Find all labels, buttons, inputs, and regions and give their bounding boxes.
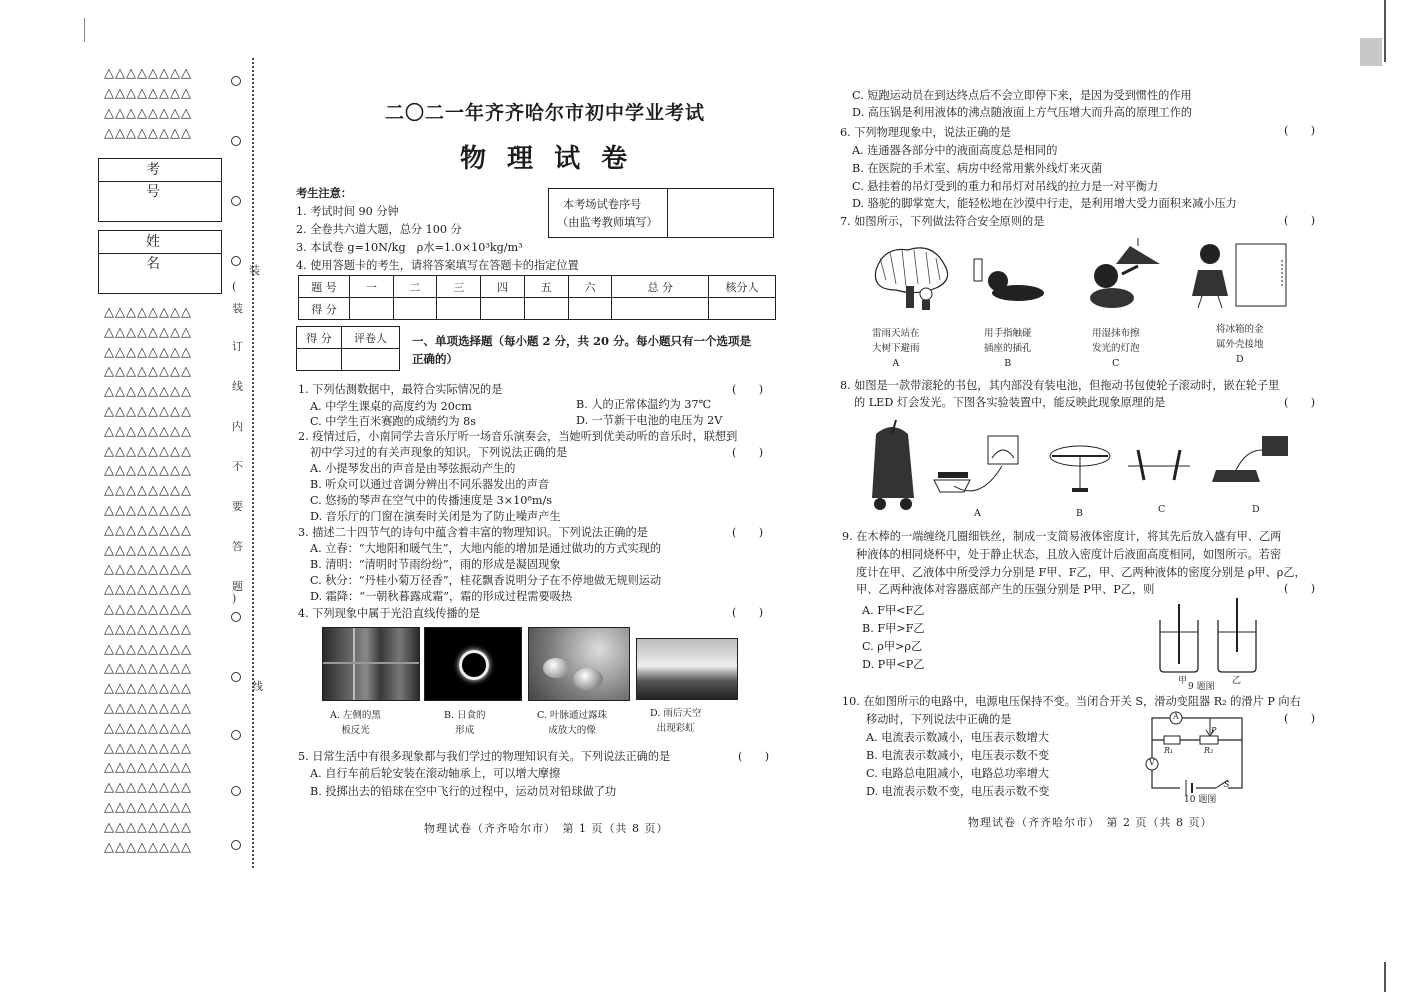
option: A. 连通器各部分中的液面高度总是相同的	[852, 144, 1058, 157]
triangle-row: △△△△△△△△	[104, 819, 192, 835]
question-9-cont: 度计在甲、乙液体中所受浮力分别是 F甲、F乙，甲、乙两种液体的密度分别是 ρ甲、ρ乙，	[856, 566, 1306, 579]
scan-edge	[1384, 0, 1386, 62]
score-cell[interactable]	[524, 298, 568, 320]
score-cell[interactable]	[297, 349, 342, 371]
triangle-row: △△△△△△△△	[104, 839, 192, 855]
score-header: 三	[437, 276, 481, 298]
question-7: 7. 如图所示，下列做法符合安全原则的是	[840, 215, 1045, 228]
binding-hole	[231, 786, 241, 796]
score-header: 题 号	[299, 276, 350, 298]
triangle-row: △△△△△△△△	[104, 582, 192, 598]
question-4: 4. 下列现象中属于光沿直线传播的是	[298, 607, 481, 620]
figure-caption: 用手指触碰 插座的插孔 B	[984, 328, 1032, 370]
triangle-row: △△△△△△△△	[104, 641, 192, 657]
option: A. F甲<F乙	[862, 604, 925, 617]
option-label: C	[1158, 504, 1166, 515]
voltmeter-label: V	[1149, 758, 1155, 767]
figure-caption: D. 雨后天空 出现彩虹	[650, 708, 702, 735]
exam-number-box[interactable]	[98, 158, 230, 222]
binding-char: 线	[252, 680, 263, 693]
binding-hole	[231, 136, 241, 146]
answer-bracket[interactable]: ( )	[732, 383, 764, 396]
score-label: 得 分	[297, 327, 342, 349]
option: B. 在医院的手术室、病房中经常用紫外线灯来灭菌	[852, 162, 1103, 175]
wheeled-backpack-illustration	[862, 420, 924, 512]
option: D. 音乐厅的门窗在演奏时关闭是为了防止噪声产生	[310, 510, 561, 523]
figure-caption: A. 左侧的黑 板反光	[330, 710, 381, 737]
option: C. 秋分：“丹桂小菊万径香”，桂花飘香说明分子在不停地做无规则运动	[310, 574, 662, 587]
triangle-row: △△△△△△△△	[104, 404, 192, 419]
score-cell[interactable]	[350, 298, 394, 320]
notes-heading: 考生注意：	[296, 186, 352, 200]
experiment-a-illustration	[930, 432, 1030, 512]
binding-hole	[231, 730, 241, 740]
option-label: A	[974, 508, 981, 519]
score-header: 四	[481, 276, 525, 298]
seat-number-box[interactable]	[548, 188, 774, 238]
answer-bracket[interactable]: ( )	[738, 750, 770, 763]
option: D. 骆驼的脚掌宽大，能轻松地在沙漠中行走，是利用增大受力面积来减小压力	[852, 197, 1237, 210]
figure-caption: 10 题图	[1184, 795, 1217, 805]
triangle-row: △△△△△△△△	[104, 324, 192, 340]
figure-caption: B. 日食的 形成	[444, 710, 486, 737]
answer-bracket[interactable]: ( )	[1284, 712, 1316, 725]
rainbow-photo	[636, 638, 738, 700]
binding-char: 装	[232, 302, 243, 315]
score-header: 二	[393, 276, 437, 298]
experiment-d-illustration	[1206, 430, 1296, 490]
triangle-row: △△△△△△△△	[104, 800, 192, 815]
seat-box-label: 本考场试卷序号	[563, 198, 642, 211]
section-score-table	[296, 326, 400, 371]
option: C. 中学生百米赛跑的成绩约为 8s	[310, 415, 476, 428]
binding-char: 答	[232, 540, 243, 553]
beakers-figure	[1156, 598, 1260, 674]
option: B. 人的正常体温约为 37℃	[576, 398, 712, 411]
binding-char: 线	[232, 380, 243, 393]
slider-label: P	[1211, 726, 1217, 735]
question-5: 5. 日常生活中有很多现象都与我们学过的物理知识有关。下列说法正确的是	[298, 750, 671, 763]
triangle-row: △△△△△△△△	[104, 483, 192, 499]
triangle-row: △△△△△△△△	[104, 305, 192, 320]
triangle-row: △△△△△△△△	[104, 66, 192, 81]
answer-bracket[interactable]: ( )	[732, 606, 764, 619]
answer-bracket[interactable]: ( )	[1284, 214, 1316, 227]
triangle-row: △△△△△△△△	[104, 780, 192, 796]
question-10-cont: 移动时，下列说法中正确的是	[866, 713, 1012, 726]
option: C. 悬挂着的吊灯受到的重力和吊灯对吊线的拉力是一对平衡力	[852, 180, 1159, 193]
wet-cloth-lamp-illustration	[1076, 238, 1172, 310]
option: C. ρ甲>ρ乙	[862, 640, 923, 653]
triangle-row: △△△△△△△△	[104, 106, 192, 121]
figure-caption: 将冰箱的金 属外壳接地 D	[1216, 324, 1264, 366]
score-cell[interactable]	[568, 298, 612, 320]
triangle-row: △△△△△△△△	[104, 562, 192, 578]
score-header: 六	[568, 276, 612, 298]
option: B. 清明：“清明时节雨纷纷”，雨的形成是凝固现象	[310, 558, 561, 571]
option: A. 中学生课桌的高度约为 20cm	[310, 400, 472, 413]
binding-hole	[231, 76, 241, 86]
score-header: 一	[350, 276, 394, 298]
note-item: 2. 全卷共六道大题，总分 100 分	[296, 223, 462, 236]
figure-caption: C. 叶脉通过露珠 成放大的像	[537, 710, 607, 737]
triangle-row: △△△△△△△△	[104, 126, 192, 141]
score-cell[interactable]	[393, 298, 437, 320]
question-2-cont: 初中学习过的有关声现象的知识。下列说法正确的是	[310, 446, 568, 459]
option: B. 听众可以通过音调分辨出不同乐器发出的声音	[310, 478, 550, 491]
question-6: 6. 下列物理现象中，说法正确的是	[840, 126, 1011, 139]
binding-hole	[231, 256, 241, 266]
answer-bracket[interactable]: ( )	[1284, 396, 1316, 409]
option: A. 小提琴发出的声音是由琴弦振动产生的	[310, 462, 516, 475]
score-cell[interactable]	[342, 349, 400, 371]
figure-label: 甲	[1178, 676, 1188, 686]
option: B. 投掷出去的铅球在空中飞行的过程中，运动员对铅球做了功	[310, 785, 617, 798]
option: D. 高压锅是利用液体的沸点随液面上方气压增大而升高的原理工作的	[852, 106, 1193, 119]
option: D. 一节新干电池的电压为 2V	[576, 414, 723, 427]
experiment-b-illustration	[1046, 436, 1114, 500]
page-footer: 物理试卷（齐齐哈尔市） 第 1 页（共 8 页）	[424, 822, 669, 835]
option: A. 立春：“大地阳和暖气生”，大地内能的增加是通过做功的方式实现的	[310, 542, 662, 555]
option: C. 短跑运动员在到达终点后不会立即停下来，是因为受到惯性的作用	[852, 89, 1192, 102]
binding-hole	[231, 840, 241, 850]
option: D. 霜降：“一朝秋暮露成霜”，霜的形成过程需要吸热	[310, 590, 573, 603]
binding-char: (	[232, 280, 237, 293]
question-8-cont: 的 LED 灯会发光。下图各实验装置中，能反映此现象原理的是	[854, 396, 1166, 409]
triangle-row: △△△△△△△△	[104, 463, 192, 479]
score-cell[interactable]	[612, 298, 709, 320]
triangle-row: △△△△△△△△	[104, 384, 192, 400]
switch-label: S	[1224, 780, 1230, 789]
note-item: 1. 考试时间 90 分钟	[296, 205, 399, 218]
scan-mark	[84, 18, 85, 42]
figure-caption: 雷雨天站在 大树下避雨 A	[872, 328, 920, 370]
question-10: 10. 在如图所示的电路中，电源电压保持不变。当闭合开关 S，滑动变阻器 R₂ 的滑片 P 向右	[842, 695, 1301, 708]
score-cell[interactable]	[709, 298, 776, 320]
triangle-row: △△△△△△△△	[104, 522, 192, 538]
question-2: 2. 疫情过后，小南同学去音乐厅听一场音乐演奏会，当她听到优美动听的音乐时，联想到	[298, 430, 738, 443]
section-title: 一、单项选择题（每小题 2 分，共 20 分。每小题只有一个选项是	[412, 334, 752, 348]
triangle-row: △△△△△△△△	[104, 443, 192, 459]
figure-caption: 用湿抹布擦 发光的灯泡 C	[1092, 328, 1140, 370]
seat-box-note: （由监考教师填写）	[557, 216, 658, 229]
triangle-row: △△△△△△△△	[104, 740, 192, 756]
triangle-row: △△△△△△△△	[104, 423, 192, 439]
binding-char: 订	[232, 340, 243, 353]
answer-bracket[interactable]: ( )	[732, 526, 764, 539]
note-item: 4. 使用答题卡的考生，请将答案填写在答题卡的指定位置	[296, 259, 579, 272]
tree-lightning-illustration	[866, 240, 954, 312]
triangle-row: △△△△△△△△	[104, 661, 192, 677]
binding-hole	[231, 612, 241, 622]
score-header: 核分人	[709, 276, 776, 298]
leaf-dewdrop-photo	[528, 627, 630, 701]
binding-char: 不	[232, 460, 243, 473]
option-label: B	[1076, 508, 1083, 519]
triangle-row: △△△△△△△△	[104, 344, 192, 360]
binding-char: 内	[232, 420, 243, 433]
option: C. 悠扬的琴声在空气中的传播速度是 3×10⁸m/s	[310, 494, 552, 507]
option: B. F甲>F乙	[862, 622, 925, 635]
exam-title: 二〇二一年齐齐哈尔市初中学业考试	[385, 102, 706, 124]
answer-bracket[interactable]: ( )	[1284, 582, 1316, 595]
paper-subtitle: 物 理 试 卷	[460, 144, 634, 174]
triangle-row: △△△△△△△△	[104, 86, 192, 101]
option-label: D	[1252, 504, 1260, 515]
question-1: 1. 下列估测数据中，最符合实际情况的是	[298, 383, 503, 396]
resistor-r1-label: R₁	[1164, 746, 1174, 755]
blackboard-glare-photo	[322, 627, 420, 701]
grader-label: 评卷人	[342, 327, 400, 349]
triangle-row: △△△△△△△△	[104, 720, 192, 736]
option: A. 电流表示数减小，电压表示数增大	[866, 731, 1050, 744]
option: B. 电流表示数减小，电压表示数不变	[866, 749, 1050, 762]
triangle-row: △△△△△△△△	[104, 621, 192, 637]
binding-hole	[231, 672, 241, 682]
binding-char: 要	[232, 500, 243, 513]
name-label: 姓 名	[99, 231, 221, 254]
triangle-row: △△△△△△△△	[104, 364, 192, 380]
triangle-row: △△△△△△△△	[104, 760, 192, 776]
answer-bracket[interactable]: ( )	[1284, 124, 1316, 137]
triangle-row: △△△△△△△△	[104, 542, 192, 558]
binding-char: )	[232, 592, 237, 605]
triangle-row: △△△△△△△△	[104, 681, 192, 697]
scan-edge	[1384, 962, 1386, 992]
ammeter-label: A	[1173, 712, 1179, 721]
score-cell[interactable]	[437, 298, 481, 320]
figure-label: 乙	[1232, 676, 1242, 686]
triangle-row: △△△△△△△△	[104, 701, 192, 716]
exam-number-label: 考 号	[99, 159, 221, 182]
name-box[interactable]	[98, 230, 230, 294]
section-title-cont: 正确的）	[412, 352, 458, 366]
score-row-label: 得 分	[299, 298, 350, 320]
solar-eclipse-photo	[424, 627, 522, 701]
triangle-row: △△△△△△△△	[104, 503, 192, 518]
question-9-cont: 甲、乙两种液体对容器底部产生的压强分别是 P甲、P乙，则	[856, 583, 1155, 596]
binding-char: 装	[249, 264, 260, 277]
binding-line	[252, 58, 254, 868]
question-9: 9. 在木棒的一端缠绕几圈细铁丝，制成一支简易液体密度计，将其先后放入盛有甲、乙两	[842, 530, 1282, 543]
option: A. 自行车前后轮安装在滚动轴承上，可以增大摩擦	[310, 767, 561, 780]
socket-touch-illustration	[968, 255, 1046, 305]
triangle-row: △△△△△△△△	[104, 602, 192, 617]
figure-caption: 9 题图	[1188, 682, 1215, 692]
experiment-c-illustration	[1124, 440, 1194, 490]
score-header: 五	[524, 276, 568, 298]
score-table	[298, 275, 776, 320]
option: D. 电流表示数不变，电压表示数不变	[866, 785, 1050, 798]
resistor-r2-label: R₂	[1204, 746, 1214, 755]
fridge-ground-illustration	[1182, 240, 1292, 310]
score-header: 总 分	[612, 276, 709, 298]
score-cell[interactable]	[481, 298, 525, 320]
circuit-diagram	[1140, 708, 1250, 794]
option: C. 电路总电阻减小，电路总功率增大	[866, 767, 1050, 780]
scan-mark	[1360, 38, 1382, 66]
question-8: 8. 如图是一款带滚轮的书包，其内部没有装电池，但拖动书包使轮子滚动时，嵌在轮子里	[840, 379, 1280, 392]
binding-hole	[231, 196, 241, 206]
note-item: 3. 本试卷 g=10N/kg ρ水=1.0×10³kg/m³	[296, 241, 523, 254]
option: D. P甲<P乙	[862, 658, 925, 671]
page-footer: 物理试卷（齐齐哈尔市） 第 2 页（共 8 页）	[968, 816, 1213, 829]
question-9-cont: 种液体的相同烧杯中，处于静止状态，且放入密度计后液面高度相同，如图所示。若密	[856, 548, 1282, 561]
question-3: 3. 描述二十四节气的诗句中蕴含着丰富的物理知识。下列说法正确的是	[298, 526, 648, 539]
binding-char: 题	[232, 580, 243, 593]
answer-bracket[interactable]: ( )	[732, 446, 764, 459]
